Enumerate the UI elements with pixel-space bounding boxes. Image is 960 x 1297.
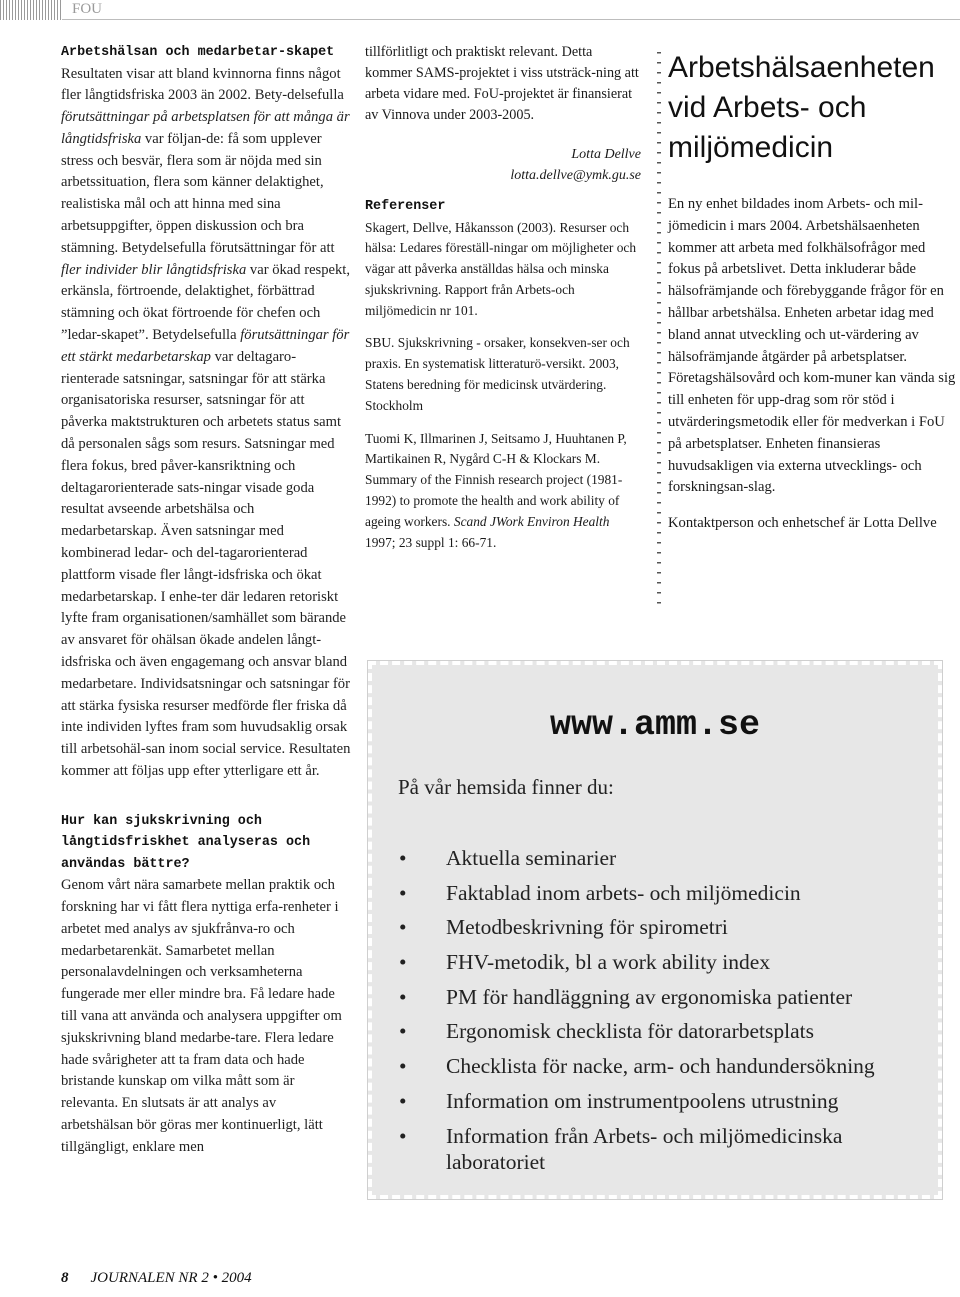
list-item — [396, 845, 944, 871]
header-stripe-decoration — [0, 0, 62, 20]
author-email: lotta.dellve@ymk.gu.se — [510, 168, 641, 183]
bullet-icon: • — [399, 1019, 407, 1044]
sidebar-column — [668, 48, 958, 535]
section-heading-sjukskrivning: Hur kan sjukskrivning och långtidsfriskhet analyseras och användas bättre? — [61, 813, 311, 872]
section-label: FOU — [72, 1, 103, 17]
promo-list — [396, 845, 944, 1183]
list-item — [396, 1018, 944, 1044]
page-number: 8 — [61, 1270, 69, 1286]
bullet-icon: • — [399, 846, 407, 870]
reference-item: SBU. Sjukskrivning - orsaker, konsekven-ser och praxis. En systematisk litteraturö-versikt. 2003, Statens beredning för medicinsk utvärdering. Stockholm — [365, 335, 630, 413]
reference-item: Tuomi K, Illmarinen J, Seitsamo J, Huuhtanen P, Martikainen R, Nygård C-H & Klockars M. Summary of the Finnish research project (1981-1992) to promote the health and work ability of ageing workers. Scand JWork Environ Health 1997; 23 suppl 1: 66-71. — [365, 430, 627, 550]
article-column-2 — [365, 42, 641, 553]
body-paragraph-collaboration: Genom vårt nära samarbete mellan praktik och forskning har vi fått flera nyttiga erfa-renheter i arbetet med analys av sjukfrånva-ro och medarbetarenkät. Samarbetet mellan personalavdelningen och verksamheterna fungerade mer eller mindre bra. Få ledare hade till vana att använda och analysera uppgifter om sjukskrivning bland medarbe-tare. Flera ledare hade svårigheter att ta fram data och hade bristande kunskap om vilka mått som är relevanta. En slutsats är att analys av arbetshälsan bör göras mer kontinuerligt, lätt tillgängligt, enklare men — [61, 877, 342, 1155]
section-header — [62, 0, 960, 20]
list-item-label: Aktuella seminarier — [446, 846, 617, 870]
list-item — [396, 984, 944, 1010]
references-heading: Referenser — [365, 199, 446, 214]
list-item-label: Metodbeskrivning för spirometri — [446, 915, 728, 940]
bullet-icon: • — [399, 1054, 407, 1079]
list-item — [396, 1053, 944, 1079]
website-url[interactable]: www.amm.se — [549, 705, 761, 745]
sidebar-paragraph-unit: En ny enhet bildades inom Arbets- och mil-jömedicin i mars 2004. Arbetshälsaenheten kommer att arbeta med folkhälsofrågor med fokus på arbetslivet. Detta inkluderar både hälsofrämjande och förebyggande frågor för en hållbar arbetshälsa. Enheten arbetar idag med bland annat utveckling och ut-värdering av hälsofrämjande åtgärder på arbetsplatser. Företagshälsovård och kom-muner kan vända sig till enheten för upp-drag som rör stöd i utvärderingsmetodik eller för medverkan i FoU på arbetsplatser. Enheten finansieras huvudsakligen via externa utvecklings- och forskningsan-slag. — [668, 196, 956, 496]
list-item-label: Information om instrumentpoolens utrustning — [446, 1088, 839, 1113]
bullet-icon: • — [399, 915, 407, 940]
list-item — [396, 949, 944, 975]
list-item-label: Ergonomisk checklista för datorarbetsplats — [446, 1019, 814, 1044]
list-item — [396, 1123, 944, 1175]
website-promo-box — [368, 661, 942, 1199]
bullet-icon: • — [399, 1088, 407, 1113]
bullet-icon: • — [399, 950, 407, 975]
bullet-icon: • — [399, 880, 407, 905]
body-paragraph-results: Resultaten visar att bland kvinnorna finns något fler långtidsfriska 2003 än 2002. Bety-delsefulla förutsättningar på arbetsplatsen för att många är långtidsfriska var följan-de: få som upplever stress och besvär, flera som är nöjda med sin arbetssituation, flera som känner delaktighet, realistiska mål och att hinna med sina arbetsuppgifter, öppen diskussion och bra stämning. Betydelsefulla förutsättningar för att fler individer blir långtidsfriska var ökad respekt, erkänsla, förtroende, delaktighet, förbättrad stämning och ökat förtroende för chefen och ”ledar-skapet”. Betydelsefulla förutsättningar för ett stärkt medarbetarskap var deltagaro-rienterade satsningar, satsningar för att stärka organisatoriska resurser, satsningar för att påverka maktstrukturen och arbetets status samt då personalen sågs som resurs. Satsningar med flera fokus, bred påver-kansriktning och deltagarorienterade sats-ningar visade goda resultat avseende arbetshälsa och medarbetarskap. Även satsningar med kombinerad ledar- och del-tagarorienterad plattform visade fler långt-idsfriska och ökat medarbetarskap. I enhe-ter där ledaren retoriskt lyfte fram organisationen/samhället som bärande av ansvaret för ohälsan ökade andelen långt-idsfriska och även engagemang och ansvar bland medarbetare. Individsatsningar och satsningar för att stärka fysiska resurser medförde fler friska då inte individen lyftes fram som huvudsaklig orsak till arbetsohäl-san inom social service. Resultaten kommer att följas upp efter ytterligare ett år. — [61, 65, 351, 779]
promo-intro: På vår hemsida finner du: — [398, 775, 614, 799]
journal-issue: JOURNALEN NR 2 • 2004 — [90, 1270, 252, 1286]
bullet-icon: • — [399, 1123, 407, 1148]
list-item-label: Faktablad inom arbets- och miljömedicin — [446, 880, 801, 905]
list-item — [396, 914, 944, 940]
page-footer — [61, 1270, 252, 1287]
sidebar-paragraph-contact: Kontaktperson och enhetschef är Lotta Dellve — [668, 515, 937, 532]
list-item — [396, 1088, 944, 1114]
sidebar-title: Arbetshälsaenheten vid Arbets- och miljömedicin — [668, 51, 935, 164]
section-heading-arbetshalsan: Arbetshälsan och medarbetar-skapet — [61, 45, 335, 60]
list-item-label: FHV-metodik, bl a work ability index — [446, 950, 771, 975]
list-item — [396, 880, 944, 906]
author-name: Lotta Dellve — [571, 147, 641, 162]
body-paragraph-continued: tillförlitligt och praktiskt relevant. Detta kommer SAMS-projektet i viss utsträck-ning att arbeta vidare med. FoU-projektet är finansierat av Vinnova under 2003-2005. — [365, 44, 639, 123]
reference-item: Skagert, Dellve, Håkansson (2003). Resurser och hälsa: Ledares föreställ-ningar om möjligheter och vägar att påverka anställdas hälsa och minska sjukskrivning. Rapport från Arbets-och miljömedicin nr 101. — [365, 219, 637, 318]
bullet-icon: • — [399, 984, 407, 1009]
dotted-column-divider — [657, 52, 661, 612]
list-item-label: PM för handläggning av ergonomiska patienter — [446, 984, 853, 1009]
list-item-label: Checklista för nacke, arm- och handundersökning — [446, 1054, 875, 1079]
article-column-1 — [61, 42, 351, 1159]
list-item-label: Information från Arbets- och miljömedicinska laboratoriet — [446, 1123, 843, 1174]
